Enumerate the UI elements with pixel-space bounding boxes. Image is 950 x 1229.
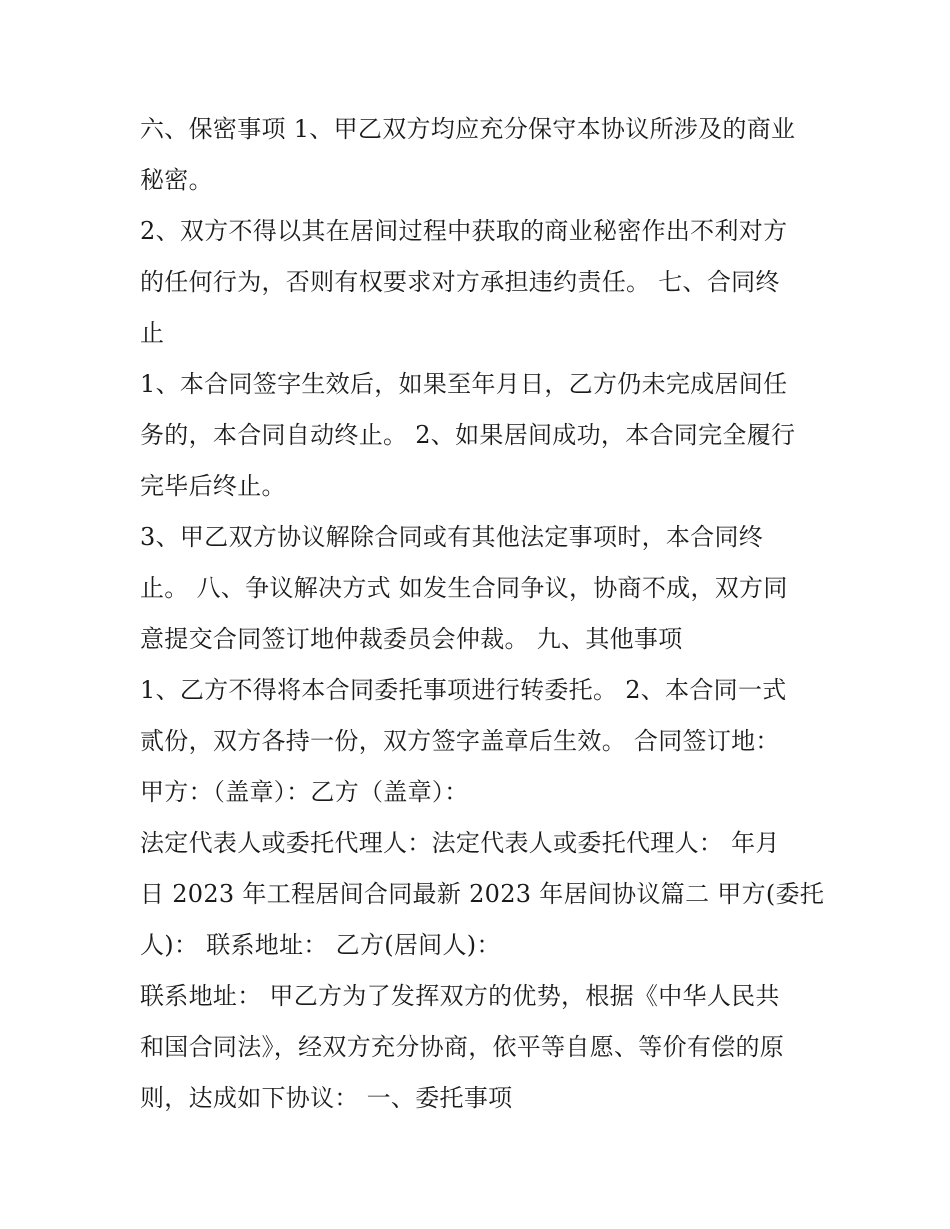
- text-line-20: 则，达成如下协议： 一、委托事项: [140, 1084, 513, 1112]
- text-line-16: 日 2023 年工程居间合同最新 2023 年居间协议篇二 甲方(委托: [140, 880, 825, 908]
- text-line-17: 人)： 联系地址： 乙方(居间人)：: [140, 931, 501, 959]
- text-line-13: 贰份，双方各持一份，双方签字盖章后生效。 合同签订地：: [140, 727, 780, 755]
- text-line-10: 止。 八、争议解决方式 如发生合同争议，协商不成，双方同: [140, 574, 788, 602]
- contract-text-body: [140, 104, 825, 1124]
- text-line-12: 1、乙方不得将本合同委托事项进行转委托。 2、本合同一式: [140, 676, 787, 704]
- text-line-2: 秘密。: [140, 166, 213, 194]
- text-line-4: 的任何行为，否则有权要求对方承担违约责任。 七、合同终: [140, 268, 780, 296]
- text-line-18: 联系地址： 甲乙方为了发挥双方的优势，根据《中华人民共: [140, 982, 780, 1010]
- text-line-8: 完毕后终止。: [140, 472, 286, 500]
- text-line-11: 意提交合同签订地仲裁委员会仲裁。 九、其他事项: [140, 625, 683, 653]
- text-line-14: 甲方：（盖章）：乙方（盖章）：: [140, 778, 469, 806]
- text-line-3: 2、双方不得以其在居间过程中获取的商业秘密作出不利对方: [140, 217, 788, 245]
- text-line-19: 和国合同法》，经双方充分协商，依平等自愿、等价有偿的原: [140, 1033, 785, 1061]
- text-line-1: 六、保密事项 1、甲乙双方均应充分保守本协议所涉及的商业: [140, 115, 796, 143]
- text-line-6: 1、本合同签字生效后，如果至年月日，乙方仍未完成居间任: [140, 370, 788, 398]
- text-line-15: 法定代表人或委托代理人：法定代表人或委托代理人： 年月: [140, 829, 780, 857]
- text-line-7: 务的，本合同自动终止。 2、如果居间成功，本合同完全履行: [140, 421, 796, 449]
- text-line-5: 止: [140, 319, 165, 347]
- text-line-9: 3、甲乙双方协议解除合同或有其他法定事项时，本合同终: [140, 523, 764, 551]
